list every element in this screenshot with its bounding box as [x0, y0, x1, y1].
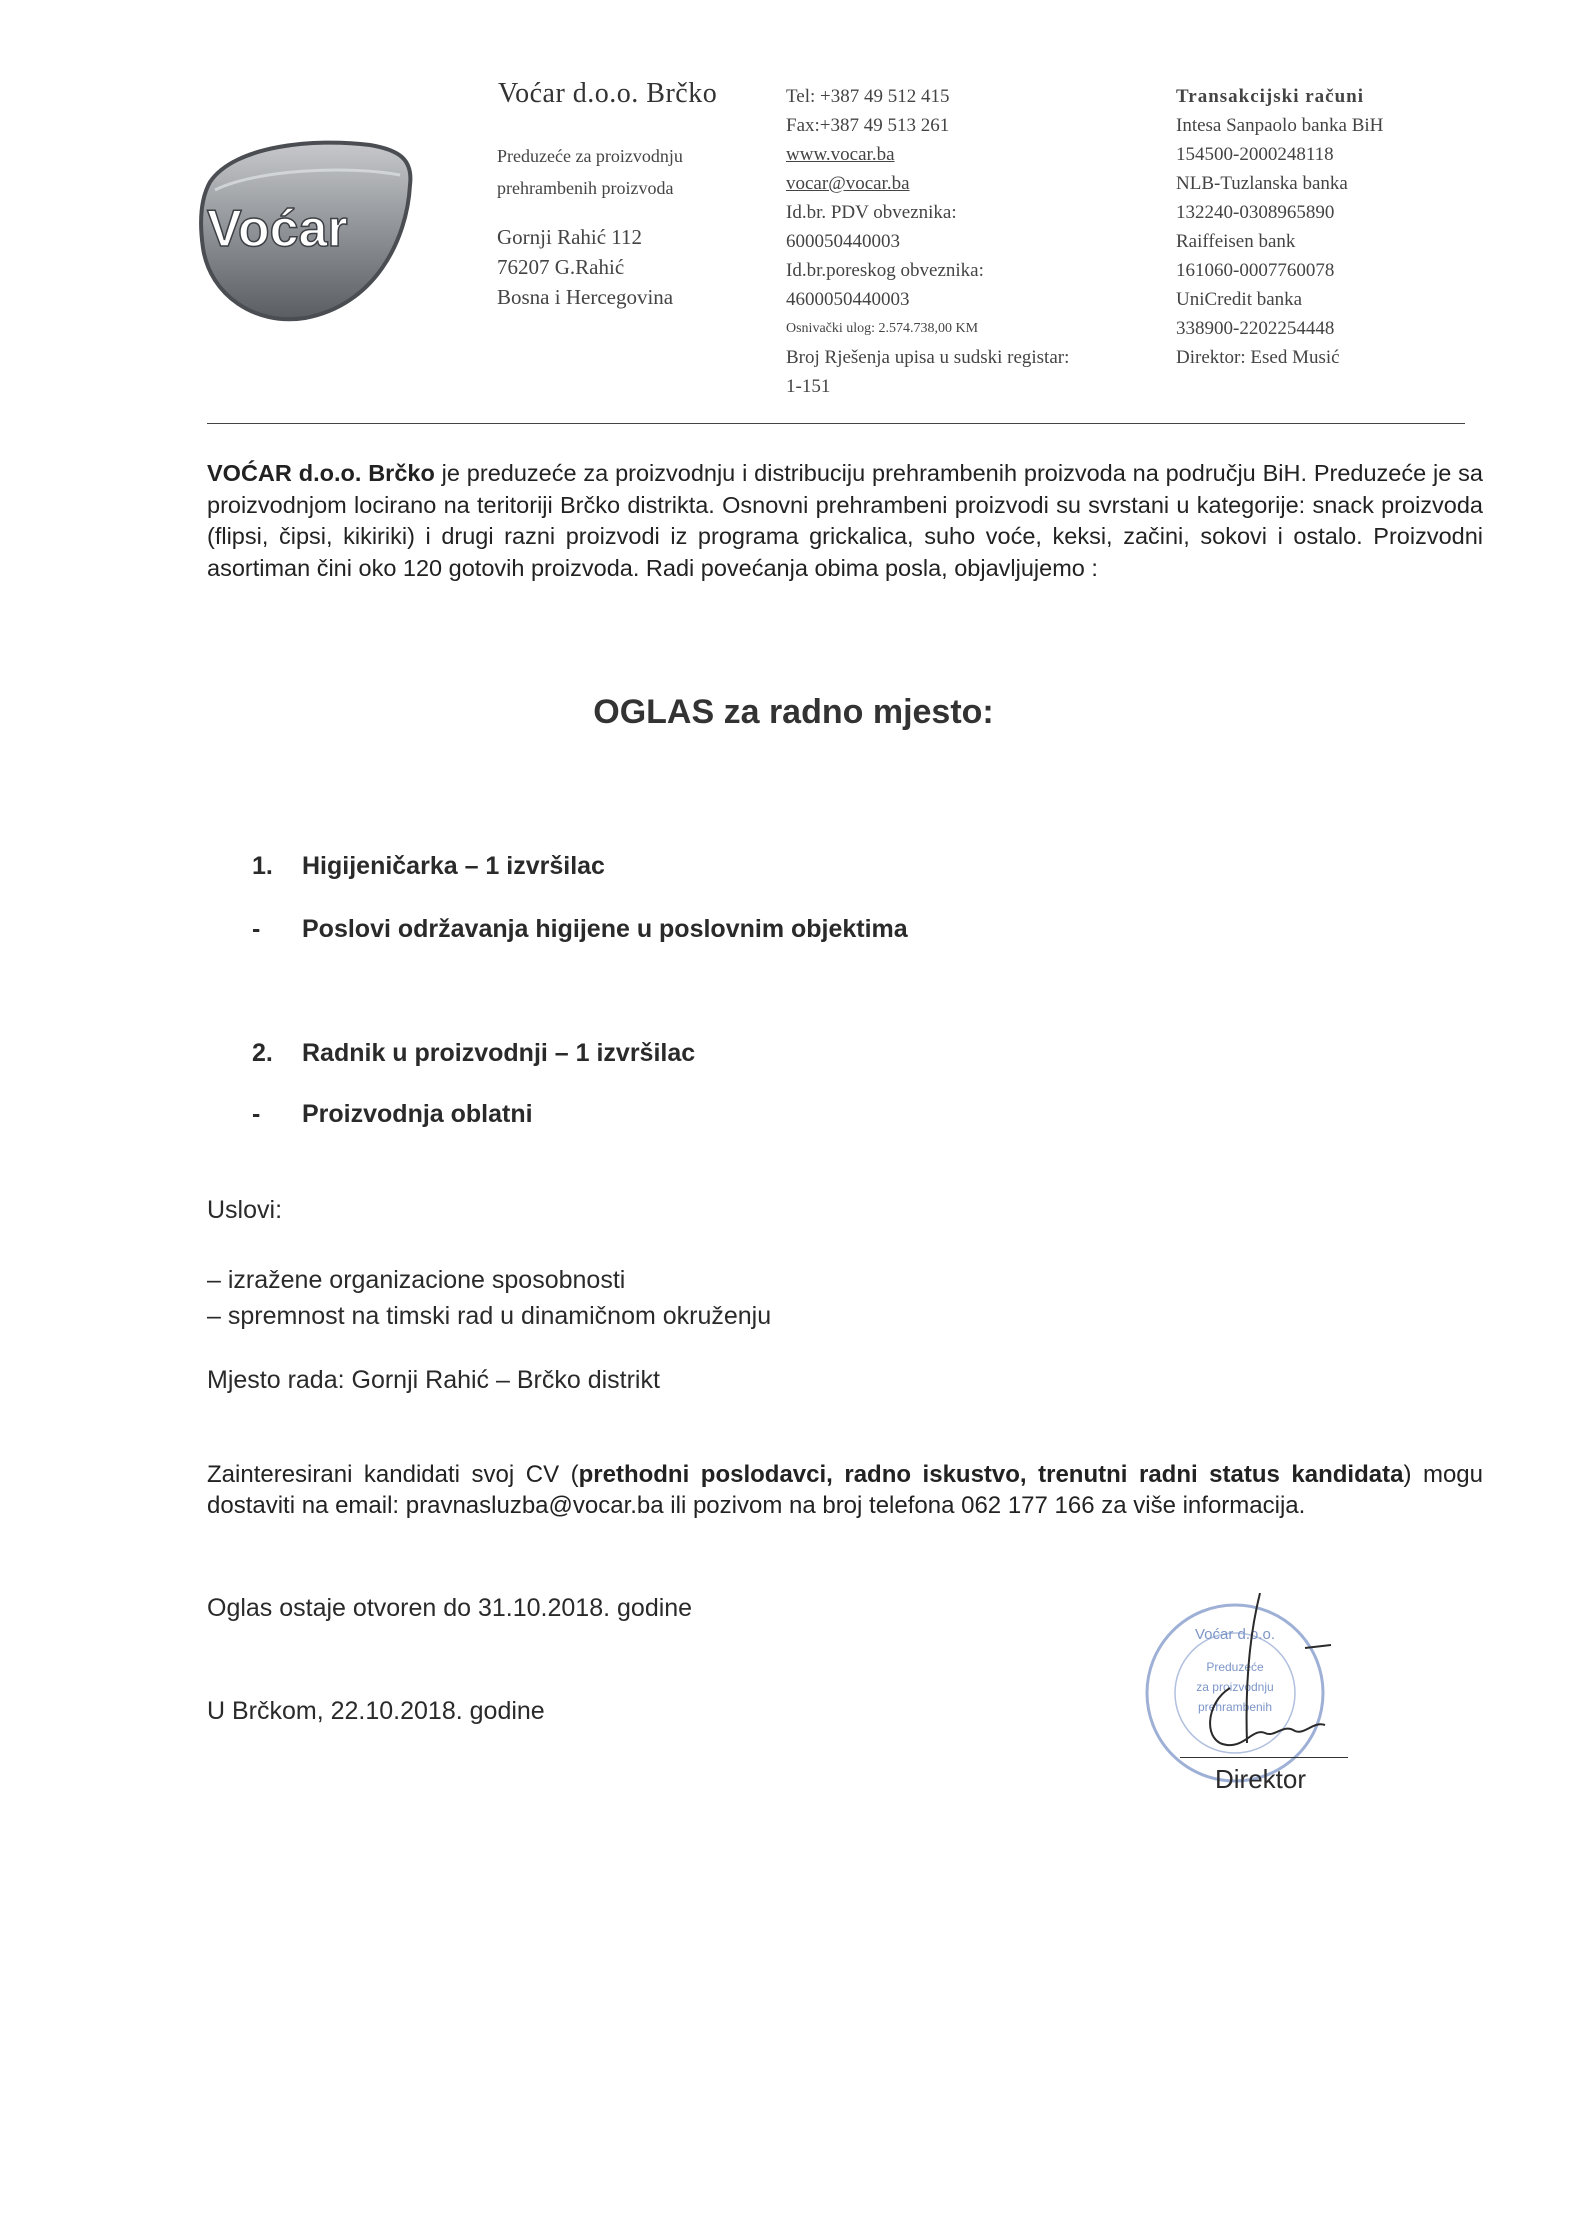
bank-line: UniCredit banka	[1176, 289, 1303, 310]
bank-heading: Transakcijski računi	[1176, 86, 1365, 107]
stamp-line: Preduzeće	[1206, 1660, 1264, 1674]
intro-paragraph	[207, 458, 1483, 584]
email-link[interactable]: vocar@vocar.ba	[786, 173, 910, 194]
phone: Tel: +387 49 512 415	[786, 86, 950, 107]
condition-item: – spremnost na timski rad u dinamičnom okruženju	[207, 1302, 772, 1330]
capital: Osnivački ulog: 2.574.738,00 KM	[786, 321, 979, 336]
bank-line: 161060-0007760078	[1176, 260, 1335, 281]
bank-line: NLB-Tuzlanska banka	[1176, 173, 1348, 194]
stamp-line: za proizvodnju	[1196, 1680, 1274, 1694]
header-divider	[207, 423, 1465, 424]
website-link[interactable]: www.vocar.ba	[786, 144, 895, 165]
company-address: Gornji Rahić 112 76207 G.Rahić Bosna i Hercegovina	[497, 225, 674, 309]
signature-line	[1180, 1757, 1348, 1758]
bank-line: 154500-2000248118	[1176, 144, 1334, 165]
company-name: Voćar d.o.o. Brčko	[498, 78, 718, 109]
intro-company: VOĆAR d.o.o. Brčko	[207, 460, 435, 486]
bank-line: Raiffeisen bank	[1176, 231, 1296, 252]
bank-accounts	[1176, 82, 1383, 372]
stamp-graphic	[1135, 1593, 1335, 1793]
place-date: U Brčkom, 22.10.2018. godine	[207, 1697, 545, 1725]
condition-item: – izražene organizacione sposobnosti	[207, 1266, 626, 1294]
bank-line: 132240-0308965890	[1176, 202, 1335, 223]
company-stamp	[1135, 1593, 1335, 1793]
work-location: Mjesto rada: Gornji Rahić – Brčko distrikt	[207, 1366, 660, 1394]
conditions-list	[207, 1262, 771, 1334]
logo-graphic	[195, 130, 420, 330]
fax: Fax:+387 49 513 261	[786, 115, 950, 136]
intro-text: je preduzeće za proizvodnju i distribuciju prehrambenih proizvoda na području BiH. Preduzeće je sa proizvodnjom locirano na teritoriji Brčko distrikta. Osnovni prehrambeni proizvodi su svrstani u kategorije: snack proizvoda (flipsi, čipsi, kikiriki) i drugi razni proizvodi iz programa grickalica, suho voće, keksi, začini, sokovi i ostalo. Proizvodni asortiman čini oko 120 gotovih proizvoda. Radi povećanja obima posla, objavljujemo :	[207, 460, 1483, 581]
logo-text: Voćar	[207, 200, 348, 258]
application-instructions: Zainteresirani kandidati svoj CV (prethodni poslodavci, radno iskustvo, trenutni radni status kandidata) mogu dostaviti na email: pravnasluzba@vocar.ba ili pozivom na broj telefona 062 177 166 za više informacija.	[207, 1461, 1483, 1519]
register-label: Broj Rješenja upisa u sudski registar:	[786, 347, 1070, 368]
cv-requirements: prethodni poslodavci, radno iskustvo, trenutni radni status kandidata	[578, 1461, 1404, 1488]
director-line: Direktor: Esed Musić	[1176, 347, 1340, 368]
company-logo	[195, 130, 420, 330]
signatory-title: Direktor	[1215, 1764, 1307, 1794]
open-until: Oglas ostaje otvoren do 31.10.2018. godine	[207, 1594, 693, 1622]
tax-number: 4600050440003	[786, 289, 910, 310]
pdv-label: Id.br. PDV obveznika:	[786, 202, 957, 223]
stamp-top-text: Voćar d.o.o.	[1194, 1626, 1276, 1643]
conditions-label: Uslovi:	[207, 1196, 283, 1224]
bank-line: Intesa Sanpaolo banka BiH	[1176, 115, 1384, 136]
contact-column	[786, 82, 1069, 401]
bank-line: 338900-2202254448	[1176, 318, 1335, 339]
stamp-line: prehrambenih	[1197, 1700, 1273, 1714]
register-number: 1-151	[786, 376, 831, 397]
company-subtitle: Preduzeće za proizvodnju prehrambenih proizvoda	[497, 146, 683, 198]
signature-stroke	[1210, 1688, 1325, 1745]
pdv-number: 600050440003	[786, 231, 900, 252]
page-title: OGLAS za radno mjesto:	[593, 693, 994, 731]
tax-label: Id.br.poreskog obveznika:	[786, 260, 984, 281]
